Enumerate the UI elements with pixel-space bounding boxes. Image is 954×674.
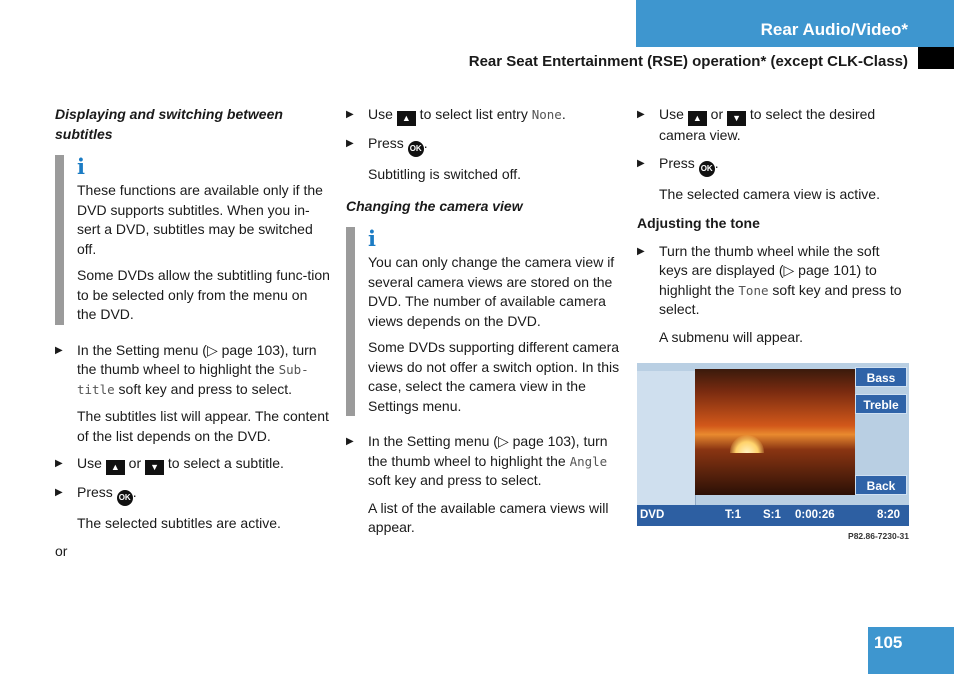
step-text: Press xyxy=(368,135,408,151)
instruction-step xyxy=(346,432,621,491)
or-text: or xyxy=(55,542,68,559)
note-paragraph: You can only change the camera view if several camera views are stored on the DVD. The number of available camera views depends on the DVD. xyxy=(368,254,615,329)
softkey-label: Tone xyxy=(738,282,769,298)
instruction-step xyxy=(346,134,621,157)
ok-button-icon: OK xyxy=(699,161,715,177)
status-source: DVD xyxy=(640,509,665,521)
step-text: or xyxy=(124,455,146,471)
screen-left-panel xyxy=(637,371,696,507)
step-text: Turn the thumb wheel while the soft keys are displayed (▷ page 101) to highlight the xyxy=(659,242,880,298)
sunset-video-image xyxy=(695,369,855,495)
triangle-right-icon: ▶ xyxy=(637,245,645,257)
triangle-right-icon: ▶ xyxy=(55,458,63,469)
step-text: Use xyxy=(77,455,106,471)
display-screenshot xyxy=(637,363,909,528)
page-subtitle: Rear Seat Entertainment (RSE) operation* (except CLK-Class) xyxy=(468,53,908,70)
section-header-tab xyxy=(636,0,954,47)
instruction-step xyxy=(55,483,330,506)
step-text: soft key and press to select. xyxy=(114,380,293,397)
down-arrow-key: ▼ xyxy=(727,111,746,126)
instruction-step xyxy=(637,105,909,146)
note-paragraph: Some DVDs allow the subtitling func-tion to be selected only from the menu on the DVD. xyxy=(77,267,330,322)
section-title: Rear Audio/Video* xyxy=(760,20,908,39)
page-reference: ▷ page 103), turn the thumb wheel to highlight the xyxy=(77,341,317,377)
instruction-step xyxy=(637,242,909,320)
step-text: soft key and press to select. xyxy=(659,281,902,317)
note-paragraph: Some DVDs supporting different camera views do not offer a switch option. In this case, select the camera view in the Settings menu. xyxy=(368,339,620,414)
softkey-back: Back xyxy=(855,475,907,495)
status-clock: 8:20 xyxy=(877,509,901,521)
step-text: . xyxy=(561,106,566,122)
step-text: to select a subtitle. xyxy=(164,455,284,471)
page-number: 105 xyxy=(868,627,954,674)
instruction-step xyxy=(55,454,330,475)
info-note xyxy=(55,155,330,325)
triangle-right-icon: ▶ xyxy=(55,344,63,356)
triangle-right-icon: ▶ xyxy=(346,109,354,120)
screen-status-bar xyxy=(637,505,909,526)
status-title: T:1 xyxy=(725,509,741,521)
triangle-right-icon: ▶ xyxy=(346,436,354,447)
column-1 xyxy=(55,105,330,561)
triangle-right-icon: ▶ xyxy=(637,157,645,169)
figure-id: P82.86-7230-31 xyxy=(848,531,909,541)
triangle-right-icon: ▶ xyxy=(637,109,645,120)
note-paragraph: These functions are available only if the DVD supports subtitles. When you in-sert a DVD, subtitles may be switched off. xyxy=(77,182,323,257)
instruction-step xyxy=(55,341,330,400)
step-result: The selected camera view is active. xyxy=(659,185,880,202)
step-text: In the Setting menu ( xyxy=(77,341,207,358)
step-text: . xyxy=(714,154,719,171)
instruction-step xyxy=(346,105,621,126)
step-text: Use xyxy=(368,106,397,122)
note-bar xyxy=(346,227,355,416)
up-arrow-key: ▲ xyxy=(688,111,707,126)
softkey-treble: Treble xyxy=(855,394,907,414)
subtitles-heading: Displaying and switching between subtitles xyxy=(55,106,283,142)
step-text: . xyxy=(423,135,428,151)
step-text: to select list entry xyxy=(415,106,532,122)
step-text: In the Setting menu (▷ page 103), turn the thumb wheel to highlight the xyxy=(368,433,608,469)
triangle-right-icon: ▶ xyxy=(55,487,63,498)
info-note xyxy=(346,227,621,416)
instruction-step xyxy=(637,154,909,177)
step-text: to select the desired camera view. xyxy=(659,106,876,143)
softkey-bass: Bass xyxy=(855,367,907,387)
step-text: Press xyxy=(659,154,699,171)
list-entry-label: None xyxy=(531,107,562,122)
down-arrow-key: ▼ xyxy=(145,460,164,475)
chapter-marker xyxy=(918,47,954,69)
note-bar xyxy=(55,155,64,325)
status-scene: S:1 xyxy=(763,509,781,521)
ok-button-icon: OK xyxy=(117,490,133,506)
column-2 xyxy=(346,105,621,546)
step-text: Press xyxy=(77,484,117,500)
ok-button-icon: OK xyxy=(408,141,424,157)
info-icon: i xyxy=(368,226,376,251)
softkey-label: Angle xyxy=(569,453,608,469)
info-icon: i xyxy=(77,154,85,179)
tone-heading: Adjusting the tone xyxy=(637,215,760,231)
step-text: . xyxy=(132,484,137,500)
camera-view-heading: Changing the camera view xyxy=(346,197,523,214)
step-result: A submenu will appear. xyxy=(659,328,803,345)
step-result: The selected subtitles are active. xyxy=(77,515,281,531)
up-arrow-key: ▲ xyxy=(106,460,125,475)
triangle-right-icon: ▶ xyxy=(346,138,354,149)
step-text: Use xyxy=(659,106,688,122)
up-arrow-key: ▲ xyxy=(397,111,416,126)
step-result: A list of the available camera views will appear. xyxy=(368,499,609,535)
column-3 xyxy=(637,105,909,541)
step-result: Subtitling is switched off. xyxy=(368,166,522,182)
status-time: 0:00:26 xyxy=(795,509,835,521)
step-text: soft key and press to select. xyxy=(368,472,542,488)
softkey-label: Sub-title xyxy=(77,362,309,397)
step-result: The subtitles list will appear. The content of the list depends on the DVD. xyxy=(77,408,329,444)
step-text: or xyxy=(706,106,728,122)
